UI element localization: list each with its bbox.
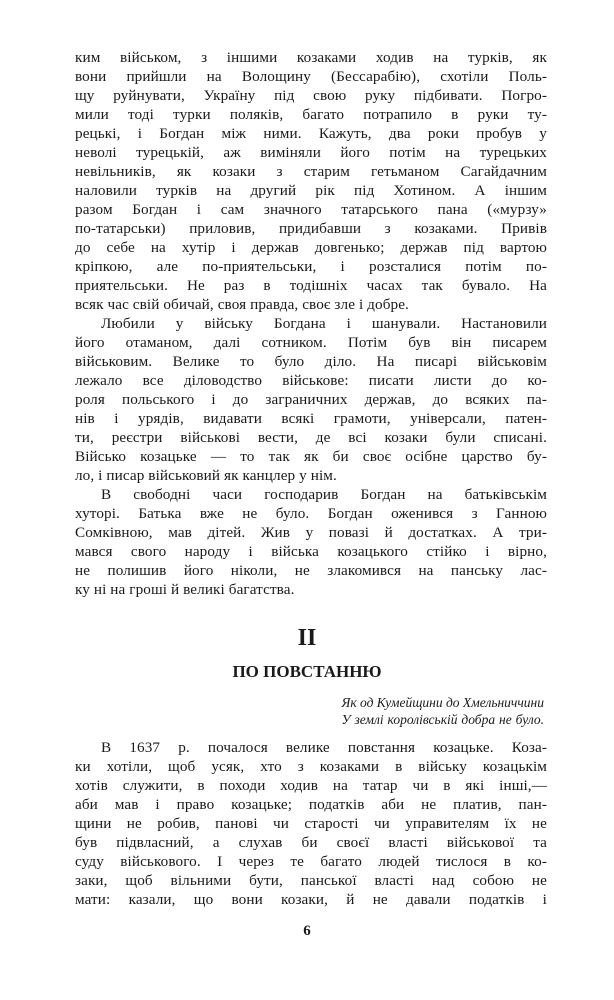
text-line: Любили у війську Богдана і шанували. Настановили: [101, 315, 547, 332]
text-line: наловили турків на другий рік під Хотином. А іншим: [75, 182, 547, 199]
text-line: щу руйнувати, Україну під свою руку підбивати. Погро-: [75, 87, 547, 104]
text-line: рецькі, і Богдан між ними. Кажуть, два роки пробув у: [75, 125, 547, 142]
text-line: приятельськи. Не раз в тодішніх часах так бувало. На: [75, 277, 547, 294]
text-line: суду військового. І через те багато людей тислося в ко-: [75, 853, 547, 870]
text-line: ким військом, з іншими козаками ходив на турків, як: [75, 49, 547, 66]
text-line: ки хотіли, щоб усяк, хто з козаками в війську козацькім: [75, 758, 547, 775]
text-line: всяк час свій обичай, своя правда, своє зле і добре.: [75, 296, 409, 313]
page-number: 6: [303, 923, 311, 939]
text-line: Сомківною, мав дітей. Жив у повазі й достатках. А три-: [75, 524, 547, 541]
text-line: аби мав і право козацьке; податків аби не платив, пан-: [75, 796, 547, 813]
text-line: вони прийшли на Волощину (Бессарабію), схотіли Поль-: [75, 68, 547, 85]
text-line: Військо козацьке — то так як би своє осібне царство бу-: [75, 448, 547, 465]
text-line: нів і урядів, видавати всякі грамоти, універсали, патен-: [75, 410, 547, 427]
text-line: мався свого народу і війська козацького стійко і вірно,: [75, 543, 547, 560]
text-line: неволі турецькій, аж виміняли його потім на турецьких: [75, 144, 547, 161]
text-line: був підвласний, а слухав би своєї власті військової та: [75, 834, 547, 851]
text-line: його отаманом, далі сотником. Потім був він писарем: [75, 334, 547, 351]
text-line: військовим. Велике то було діло. На писарі військовім: [75, 353, 547, 370]
text-line: щини не робив, панові чи старості чи управителям їх не: [75, 815, 547, 832]
text-line: по-татарськи) приловив, придибавши з козаками. Привів: [75, 220, 547, 237]
paragraph: [75, 485, 547, 599]
paragraph: [75, 738, 547, 909]
text-line: В свободні часи господарив Богдан на батьківськім: [101, 486, 547, 503]
text-line: В 1637 р. почалося велике повстання козацьке. Коза-: [101, 739, 547, 756]
epigraph-line: Як од Кумейщини до Хмельниччини: [341, 695, 544, 710]
page-body-text: [75, 48, 547, 599]
text-line: ти, реєстри військові вести, де всі козаки були списані.: [75, 429, 547, 446]
text-line: мати: казали, що вони козаки, й не давали податків і: [75, 891, 547, 908]
chapter-number: II: [297, 625, 317, 651]
text-line: ло, і писар військовий як канцлер у нім.: [75, 467, 337, 484]
text-line: лежало все діловодство військове: писати листи до ко-: [75, 372, 547, 389]
text-line: роля польського і до заграничних держав, до всяких па-: [75, 391, 547, 408]
text-line: хотів служити, в походи ходив на татар чи в які інші,—: [75, 777, 547, 794]
chapter-text: [75, 738, 547, 909]
text-line: кріпкою, але по-приятельськи, і розсталися потім по-: [75, 258, 547, 275]
epigraph: [341, 694, 544, 728]
text-line: до себе на хутір і держав довгенько; держав під вартою: [75, 239, 547, 256]
paragraph: [75, 48, 547, 314]
text-line: разом Богдан і сам значного татарського пана («мурзу»: [75, 201, 547, 218]
text-line: заки, щоб вільними бути, панської власті над собою не: [75, 872, 547, 889]
text-line: ку ні на гроші й великі багатства.: [75, 581, 295, 598]
epigraph-line: У землі королівській добра не було.: [341, 712, 544, 727]
text-line: хуторі. Батька вже не було. Богдан оженився з Ганною: [75, 505, 547, 522]
chapter-title: ПО ПОВСТАННЮ: [232, 662, 382, 681]
text-line: не полишив його ніколи, не злакомився на панську лас-: [75, 562, 547, 579]
text-line: мили тоді турки поляків, багато потрапило в руки ту-: [75, 106, 547, 123]
paragraph: [75, 314, 547, 485]
text-line: невільників, як козаки з старим гетьманом Сагайдачним: [75, 163, 547, 180]
